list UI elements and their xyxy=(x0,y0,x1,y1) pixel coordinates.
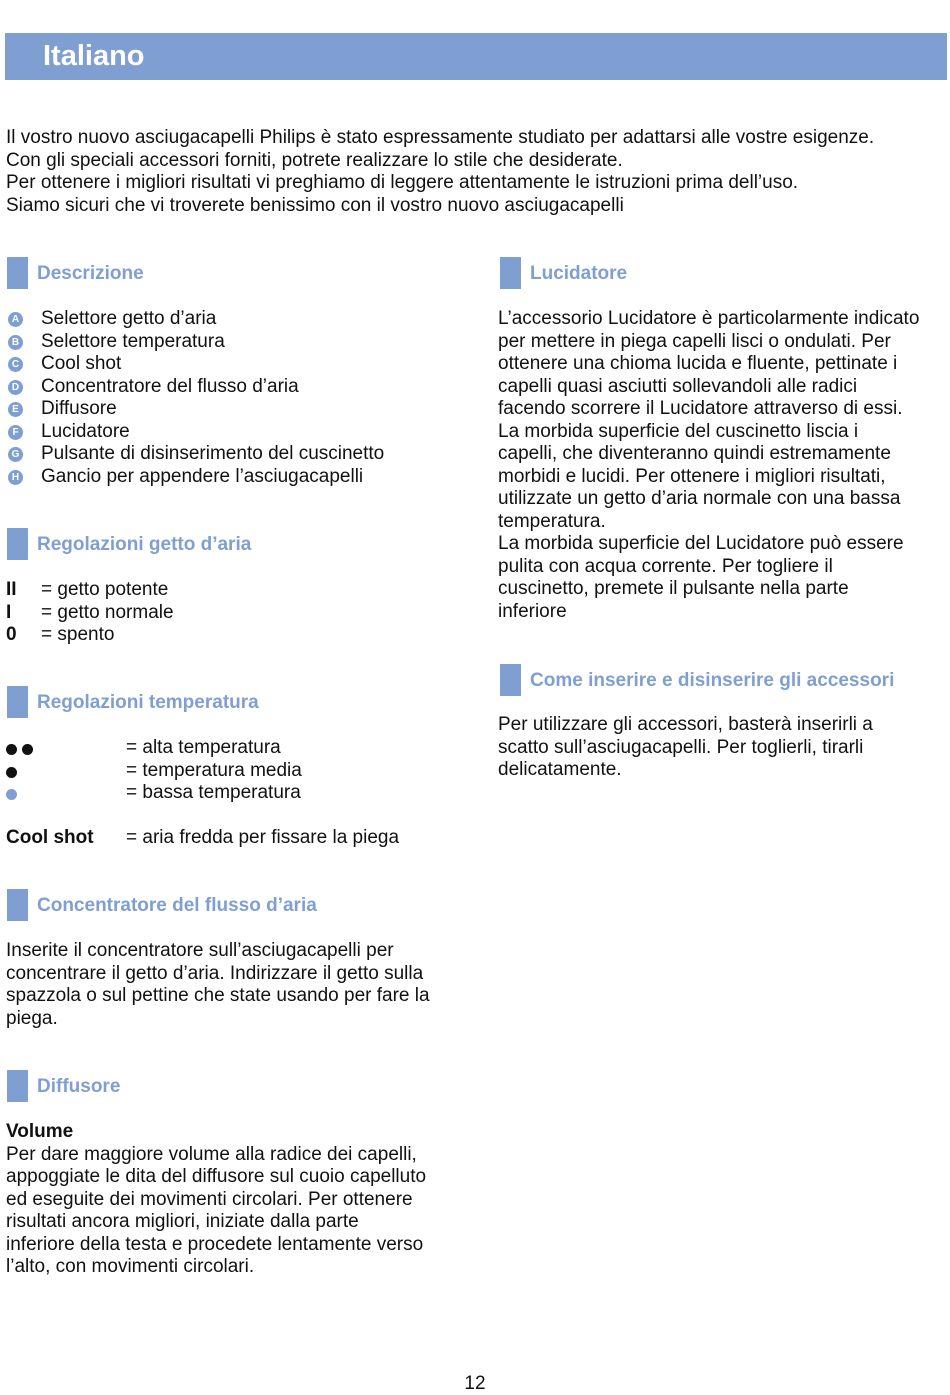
paragraph-line: concentrare il getto d’aria. Indirizzare il getto sulla xyxy=(6,962,424,984)
section-heading-temperatura xyxy=(7,686,307,718)
heading-text: Lucidatore xyxy=(530,263,628,284)
heading-text: Diffusore xyxy=(37,1076,121,1097)
setting-row xyxy=(6,579,406,602)
paragraph-line: La morbida superficie del Lucidatore può essere xyxy=(498,533,904,554)
setting-value: = getto normale xyxy=(41,601,174,623)
heading-text: Come inserire e disinserire gli accessori xyxy=(530,670,895,691)
list-item-text: Selettore temperatura xyxy=(41,330,225,352)
heading-bar xyxy=(7,257,28,289)
section-heading-diffusore xyxy=(7,1070,307,1102)
heading-text: Concentratore del flusso d’aria xyxy=(37,895,317,916)
setting-key: II xyxy=(6,579,17,600)
list-item-text: Gancio per appendere l’asciugacapelli xyxy=(41,465,364,487)
diffusore-paragraph xyxy=(6,1121,466,1279)
intro-line: Con gli speciali accessori forniti, potrete realizzare lo stile che desiderate. xyxy=(6,149,623,171)
list-item-text: Pulsante di disinserimento del cuscinetto xyxy=(41,443,385,464)
paragraph-line: facendo scorrere il Lucidatore attraverso di essi. xyxy=(498,398,903,419)
paragraph-line: appoggiate le dita del diffusore sul cuoio capelluto xyxy=(6,1166,427,1187)
paragraph-line: La morbida superficie del cuscinetto liscia i xyxy=(498,420,859,442)
letter-badge: C xyxy=(8,357,23,372)
setting-key: I xyxy=(6,601,12,623)
paragraph-line: risultati ancora migliori, iniziate dalla parte xyxy=(6,1211,359,1232)
letter-badge: D xyxy=(8,380,23,395)
paragraph-line: l’alto, con movimenti circolari. xyxy=(6,1256,255,1277)
language-banner xyxy=(5,33,947,80)
section-heading-accessori xyxy=(500,664,945,696)
paragraph-line: Per utilizzare gli accessori, basterà inserirli a xyxy=(498,714,873,735)
paragraph-line: delicatamente. xyxy=(498,759,622,780)
letter-badge: G xyxy=(8,447,23,462)
heading-text: Descrizione xyxy=(37,263,144,284)
setting-value: = getto potente xyxy=(41,579,169,600)
paragraph-line: temperatura. xyxy=(498,510,606,532)
heading-bar xyxy=(7,889,28,921)
setting-row xyxy=(6,624,406,647)
page-title: Italiano xyxy=(43,40,145,72)
list-item-text: Lucidatore xyxy=(41,420,130,442)
paragraph-line: ed eseguite dei movimenti circolari. Per ottenere xyxy=(6,1188,413,1210)
heading-bar xyxy=(7,528,28,560)
paragraph-line: morbidi e lucidi. Per ottenere i migliori risultati, xyxy=(498,465,886,487)
dot-icon xyxy=(6,744,17,755)
setting-value: = temperatura media xyxy=(126,759,302,781)
list-item-text: Diffusore xyxy=(41,398,117,419)
setting-value: = spento xyxy=(41,624,115,645)
paragraph-line: Per dare maggiore volume alla radice dei capelli, xyxy=(6,1143,417,1165)
cool-shot-setting xyxy=(6,827,456,850)
paragraph-line: utilizzate un getto d’aria normale con una bassa xyxy=(498,488,901,509)
intro-line: Per ottenere i migliori risultati vi preghiamo di leggere attentamente le istruzioni prima dell’uso. xyxy=(6,172,799,193)
setting-key: 0 xyxy=(6,624,17,645)
paragraph-line: ottenere una chioma lucida e fluente, pettinate i xyxy=(498,353,898,374)
paragraph-line: scatto sull’asciugacapelli. Per toglierli, tirarli xyxy=(498,736,864,758)
paragraph-line: capelli quasi asciutti sollevandoli alle radici xyxy=(498,375,858,397)
setting-key: Cool shot xyxy=(6,827,94,848)
heading-text: Regolazioni getto d’aria xyxy=(37,534,252,555)
heading-bar xyxy=(500,257,521,289)
paragraph-line: L’accessorio Lucidatore è particolarmente indicato xyxy=(498,308,920,329)
setting-row xyxy=(6,760,456,783)
paragraph-line: per mettere in piega capelli lisci o ondulati. Per xyxy=(498,330,891,352)
heading-bar xyxy=(500,664,521,696)
setting-value: = aria fredda per fissare la piega xyxy=(126,827,400,848)
intro-paragraph xyxy=(6,127,946,217)
paragraph-line: spazzola o sul pettine che state usando per fare la xyxy=(6,985,430,1006)
setting-row xyxy=(6,737,456,760)
accessori-paragraph xyxy=(498,714,948,782)
letter-badge: A xyxy=(8,312,23,327)
setting-value: = alta temperatura xyxy=(126,737,281,758)
setting-row xyxy=(6,827,456,850)
section-heading-concentratore xyxy=(7,889,407,921)
lucidatore-paragraph xyxy=(498,308,948,623)
section-heading-lucidatore xyxy=(500,257,800,289)
heading-text: Regolazioni temperatura xyxy=(37,692,259,713)
airflow-settings xyxy=(6,579,406,647)
letter-badge: H xyxy=(8,470,23,485)
letter-badge: B xyxy=(8,335,23,350)
concentratore-paragraph xyxy=(6,940,466,1030)
intro-line: Il vostro nuovo asciugacapelli Philips è stato espressamente studiato per adattarsi alle vostre esigenze. xyxy=(6,127,875,148)
intro-line: Siamo sicuri che vi troverete benissimo con il vostro nuovo asciugacapelli xyxy=(6,194,624,216)
paragraph-line: Inserite il concentratore sull’asciugacapelli per xyxy=(6,940,394,961)
paragraph-line: inferiore xyxy=(498,600,567,622)
list-item-text: Cool shot xyxy=(41,353,122,374)
heading-bar xyxy=(7,1070,28,1102)
paragraph-line: inferiore della testa e procedete lentamente verso xyxy=(6,1233,424,1255)
subheading: Volume xyxy=(6,1121,74,1142)
paragraph-line: piega. xyxy=(6,1007,58,1029)
temperature-settings xyxy=(6,737,456,805)
setting-row xyxy=(6,782,456,805)
section-heading-descrizione xyxy=(7,257,307,289)
letter-badge: E xyxy=(8,402,23,417)
paragraph-line: capelli, che diventeranno quindi estremamente xyxy=(498,443,891,464)
paragraph-line: pulita con acqua corrente. Per togliere il xyxy=(498,555,833,577)
heading-bar xyxy=(7,686,28,718)
dot-icon xyxy=(6,767,17,778)
list-item-text: Concentratore del flusso d’aria xyxy=(41,375,299,397)
section-heading-getto xyxy=(7,528,307,560)
letter-badge: F xyxy=(8,425,23,440)
setting-value: = bassa temperatura xyxy=(126,782,301,803)
setting-row xyxy=(6,602,406,625)
list-item-text: Selettore getto d’aria xyxy=(41,308,217,329)
page-number: 12 xyxy=(464,1373,486,1394)
dot-icon xyxy=(6,789,17,800)
paragraph-line: cuscinetto, premete il pulsante nella parte xyxy=(498,578,849,599)
dot-icon xyxy=(22,744,33,755)
